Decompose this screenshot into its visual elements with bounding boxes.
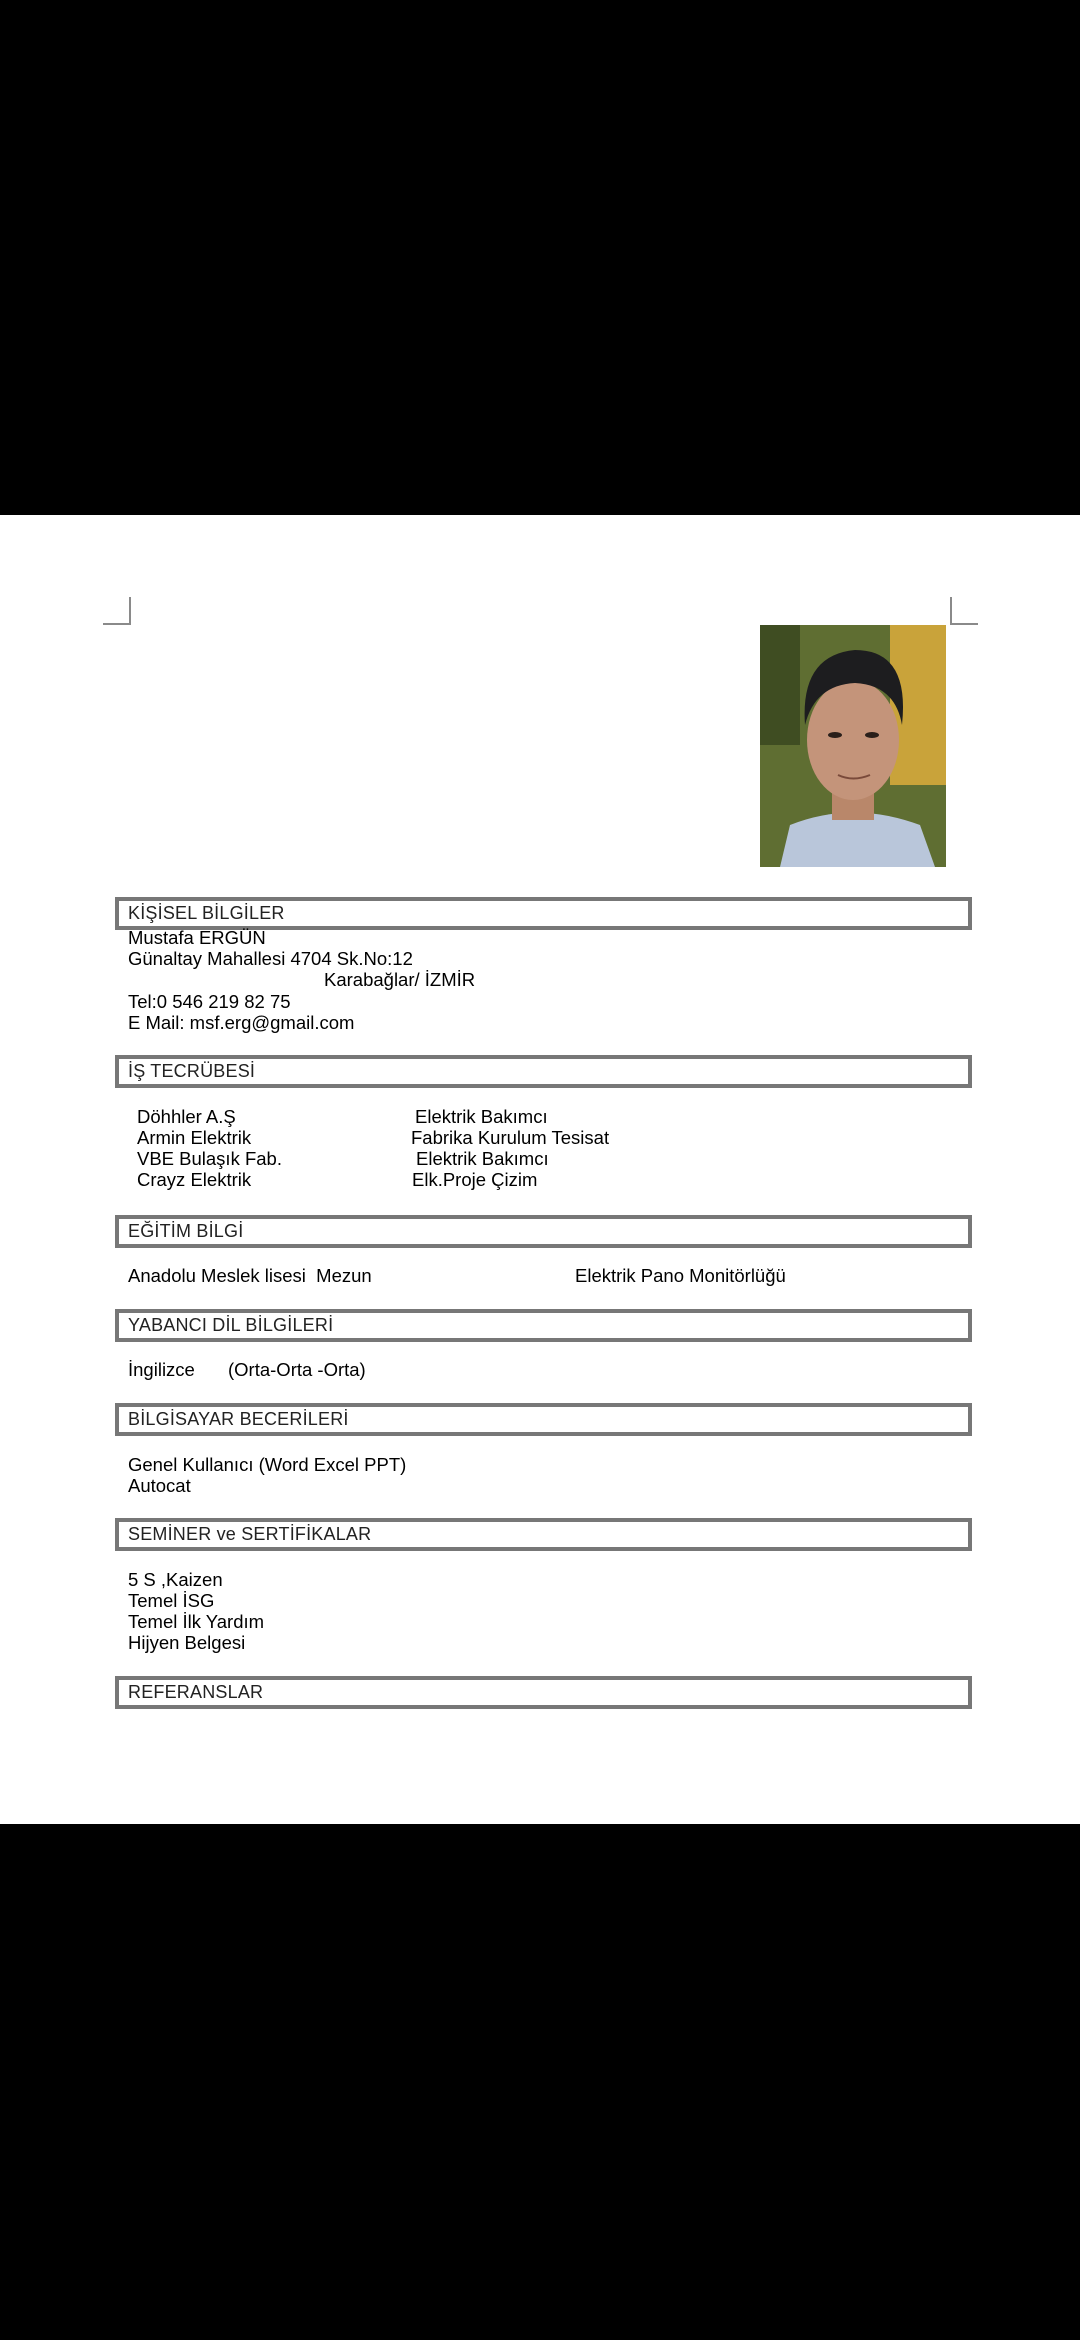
experience-company: Döhhler A.Ş [137, 1106, 236, 1127]
section-heading: İŞ TECRÜBESİ [128, 1061, 256, 1081]
section-computer-skills [115, 1403, 972, 1436]
section-heading: REFERANSLAR [128, 1682, 264, 1702]
experience-company: Crayz Elektrik [137, 1169, 252, 1190]
section-foreign-languages [115, 1309, 972, 1342]
section-references [115, 1676, 972, 1709]
experience-company: Armin Elektrik [137, 1127, 252, 1148]
crop-mark-top-right [950, 597, 978, 625]
education-school: Anadolu Meslek lisesi Mezun [128, 1265, 372, 1286]
document-page [0, 515, 1080, 1824]
section-heading: KİŞİSEL BİLGİLER [128, 903, 285, 923]
crop-mark-top-left [103, 597, 131, 625]
profile-photo [760, 625, 946, 867]
person-name: Mustafa ERGÜN [128, 927, 266, 948]
education-field: Elektrik Pano Monitörlüğü [575, 1265, 786, 1286]
address-line-2: Karabağlar/ İZMİR [324, 969, 476, 990]
experience-role: Elektrik Bakımcı [416, 1148, 549, 1169]
section-heading: SEMİNER ve SERTİFİKALAR [128, 1524, 372, 1544]
section-heading: BİLGİSAYAR BECERİLERİ [128, 1409, 349, 1429]
section-seminars-certificates [115, 1518, 972, 1551]
phone-number: Tel:0 546 219 82 75 [128, 991, 291, 1012]
section-work-experience [115, 1055, 972, 1088]
computer-skill: Genel Kullanıcı (Word Excel PPT) [128, 1454, 407, 1475]
experience-company: VBE Bulaşık Fab. [137, 1148, 282, 1169]
address-line-1: Günaltay Mahallesi 4704 Sk.No:12 [128, 948, 413, 969]
section-heading: YABANCI DİL BİLGİLERİ [128, 1315, 334, 1335]
certificate-item: Temel İlk Yardım [128, 1611, 265, 1632]
language-name: İngilizce [128, 1359, 195, 1380]
section-education [115, 1215, 972, 1248]
certificate-item: Temel İSG [128, 1590, 215, 1611]
section-heading: EĞİTİM BİLGİ [128, 1221, 244, 1241]
experience-role: Fabrika Kurulum Tesisat [411, 1127, 610, 1148]
email-address: E Mail: msf.erg@gmail.com [128, 1012, 355, 1033]
certificate-item: Hijyen Belgesi [128, 1632, 246, 1653]
section-personal-info [115, 897, 972, 930]
experience-role: Elektrik Bakımcı [415, 1106, 548, 1127]
computer-skill: Autocat [128, 1475, 191, 1496]
experience-role: Elk.Proje Çizim [412, 1169, 538, 1190]
certificate-item: 5 S ,Kaizen [128, 1569, 223, 1590]
language-level: (Orta-Orta -Orta) [228, 1359, 366, 1380]
